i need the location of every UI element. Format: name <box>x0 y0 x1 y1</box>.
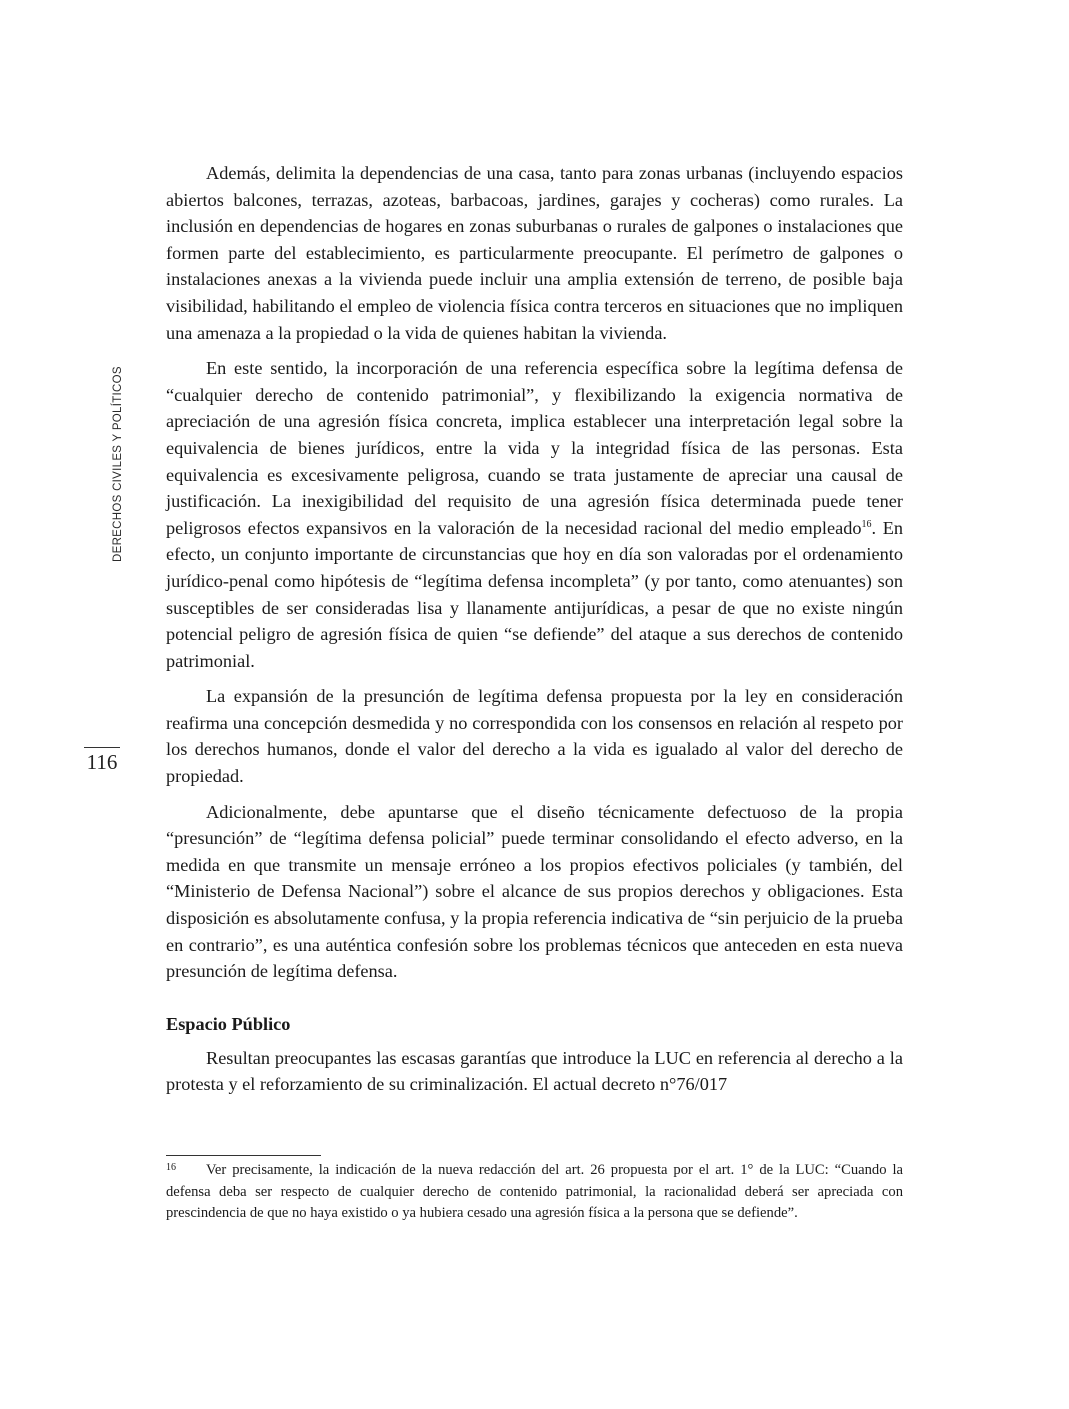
paragraph-espacio-publico: Resultan preocupantes las escasas garantías que introduce la LUC en referencia al derecho a la protesta y el reforzamiento de su criminalización. El actual decreto n°76/017 <box>166 1047 903 1095</box>
footnote <box>166 1160 903 1225</box>
paragraph-adicionalmente: Adicionalmente, debe apuntarse que el diseño técnicamente defectuoso de la propia “presunción” de “legítima defensa policial” puede terminar consolidando el efecto adverso, en la medida en que transmite un mensaje erróneo a los propios efectivos policiales (y también, del “Ministerio de Defensa Nacional”) sobre el alcance de sus propios derechos y obligaciones. Esta disposición es absolutamente confusa, y la propia referencia indicativa de “sin perjuicio de la prueba en contrario”, es una auténtica confesión sobre los problemas técnicos que anteceden en esta nueva presunción de legítima defensa. <box>166 801 903 982</box>
paragraph-sentido-text-b: . En efecto, un conjunto importante de circunstancias que hoy en día son valoradas por el ordenamiento jurídico-penal como hipótesis de “legítima defensa incompleta” (y por tanto, como atenuantes) son susceptibles de ser consideradas lisa y llanamente antijurídicas, a pesar de que no existe ningún potencial peligro de agresión física de quien “se defiende” del ataque a sus derechos de contenido patrimonial. <box>166 517 903 671</box>
footnote-text: Ver precisamente, la indicación de la nueva redacción del art. 26 propuesta por el art. 1° de la LUC: “Cuando la defensa deba ser respecto de cualquier derecho de contenido patrimonial, la racionalidad deberá ser apreciada con prescindencia de que no haya existido o ya hubiera cesado una agresión física a la persona que se defiende”. <box>166 1162 903 1221</box>
paragraph-dependencias: Además, delimita la dependencias de una casa, tanto para zonas urbanas (incluyendo espacios abiertos balcones, terrazas, azoteas, barbacoas, jardines, garajes y cocheras) como rurales. La inclusión en dependencias de hogares en zonas suburbanas o rurales de galpones o instalaciones que formen parte del establecimiento, es particularmente preocupante. El perímetro de galpones o instalaciones anexas a la vivienda puede incluir una amplia extensión de terreno, de posible baja visibilidad, habilitando el empleo de violencia física contra terceros en situaciones que no impliquen una amenaza a la propiedad o la vida de quienes habitan la vivienda. <box>166 163 903 343</box>
section-heading: Espacio Público <box>166 1013 291 1034</box>
footnote-reference: 16 <box>861 518 872 530</box>
paragraph-expansion: La expansión de la presunción de legítima defensa propuesta por la ley en consideración reafirma una concepción desmedida y no correspondida con los consensos en relación al respeto por los derechos humanos, donde el valor del derecho a la vida es igualado al valor del derecho de propiedad. <box>166 686 903 787</box>
page-number: 116 <box>86 750 118 774</box>
running-section-label: DERECHOS CIVILES Y POLÍTICOS <box>112 366 124 562</box>
footnote-number: 16 <box>166 1162 176 1173</box>
page-number-rule <box>84 747 120 748</box>
body-text <box>166 160 903 1107</box>
footnote-divider <box>166 1155 321 1156</box>
paragraph-sentido <box>166 355 903 674</box>
paragraph-sentido-text-a: En este sentido, la incorporación de una referencia específica sobre la legítima defensa de “cualquier derecho de contenido patrimonial”, y flexibilizando la exigencia normativa de apreciación de una agresión física concreta, implica establecer una interpretación legal sobre la equivalencia de bienes jurídicos, entre la vida y la integridad física de las personas. Esta equivalencia es excesivamente peligrosa, cuando se trata justamente de apreciar una causal de justificación. La inexigibilidad del requisito de una agresión física determinada puede tener peligrosos efectos expansivos en la valoración de la necesidad racional del medio empleado <box>166 358 903 538</box>
